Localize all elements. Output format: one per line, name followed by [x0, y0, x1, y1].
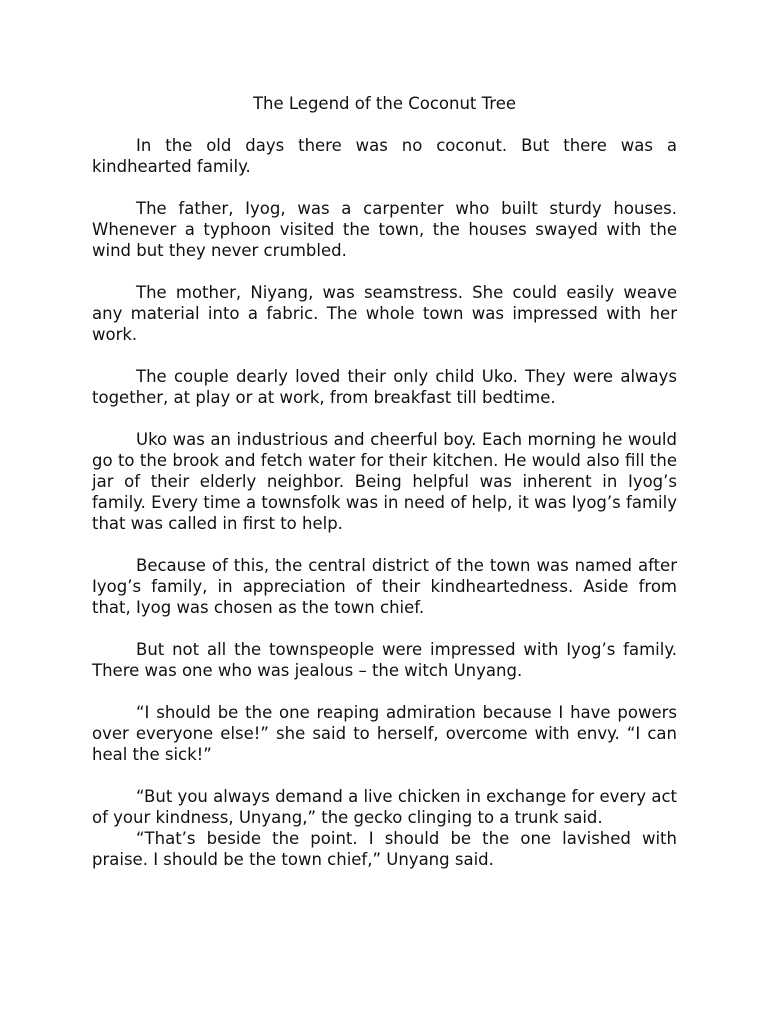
paragraph-6: Because of this, the central district of the town was named after Iyog’s family, in appreciation of their kindheartedness. Aside from that, Iyog was chosen as the town chief. — [92, 556, 677, 617]
document-body — [92, 135, 677, 891]
paragraph-9: “But you always demand a live chicken in exchange for every act of your kindness, Unyang,” the gecko clinging to a trunk said. — [92, 787, 677, 827]
paragraph-7: But not all the townspeople were impressed with Iyog’s family. There was one who was jealous – the witch Unyang. — [92, 640, 677, 680]
paragraph-5: Uko was an industrious and cheerful boy. Each morning he would go to the brook and fetch water for their kitchen. He would also fill the jar of their elderly neighbor. Being helpful was inherent in Iyog’s family. Every time a townsfolk was in need of help, it was Iyog’s family that was called in first to help. — [92, 430, 677, 533]
paragraph-8: “I should be the one reaping admiration because I have powers over everyone else!” she said to herself, overcome with envy. “I can heal the sick!” — [92, 703, 677, 764]
paragraph-1: In the old days there was no coconut. But there was a kindhearted family. — [92, 136, 677, 176]
document-title: The Legend of the Coconut Tree — [252, 94, 517, 113]
paragraph-4: The couple dearly loved their only child Uko. They were always together, at play or at work, from breakfast till bedtime. — [92, 367, 677, 407]
paragraph-3: The mother, Niyang, was seamstress. She could easily weave any material into a fabric. The whole town was impressed with her work. — [92, 283, 677, 344]
paragraph-10: “That’s beside the point. I should be the one lavished with praise. I should be the town chief,” Unyang said. — [92, 829, 677, 869]
paragraph-2: The father, Iyog, was a carpenter who built sturdy houses. Whenever a typhoon visited the town, the houses swayed with the wind but they never crumbled. — [92, 199, 677, 260]
